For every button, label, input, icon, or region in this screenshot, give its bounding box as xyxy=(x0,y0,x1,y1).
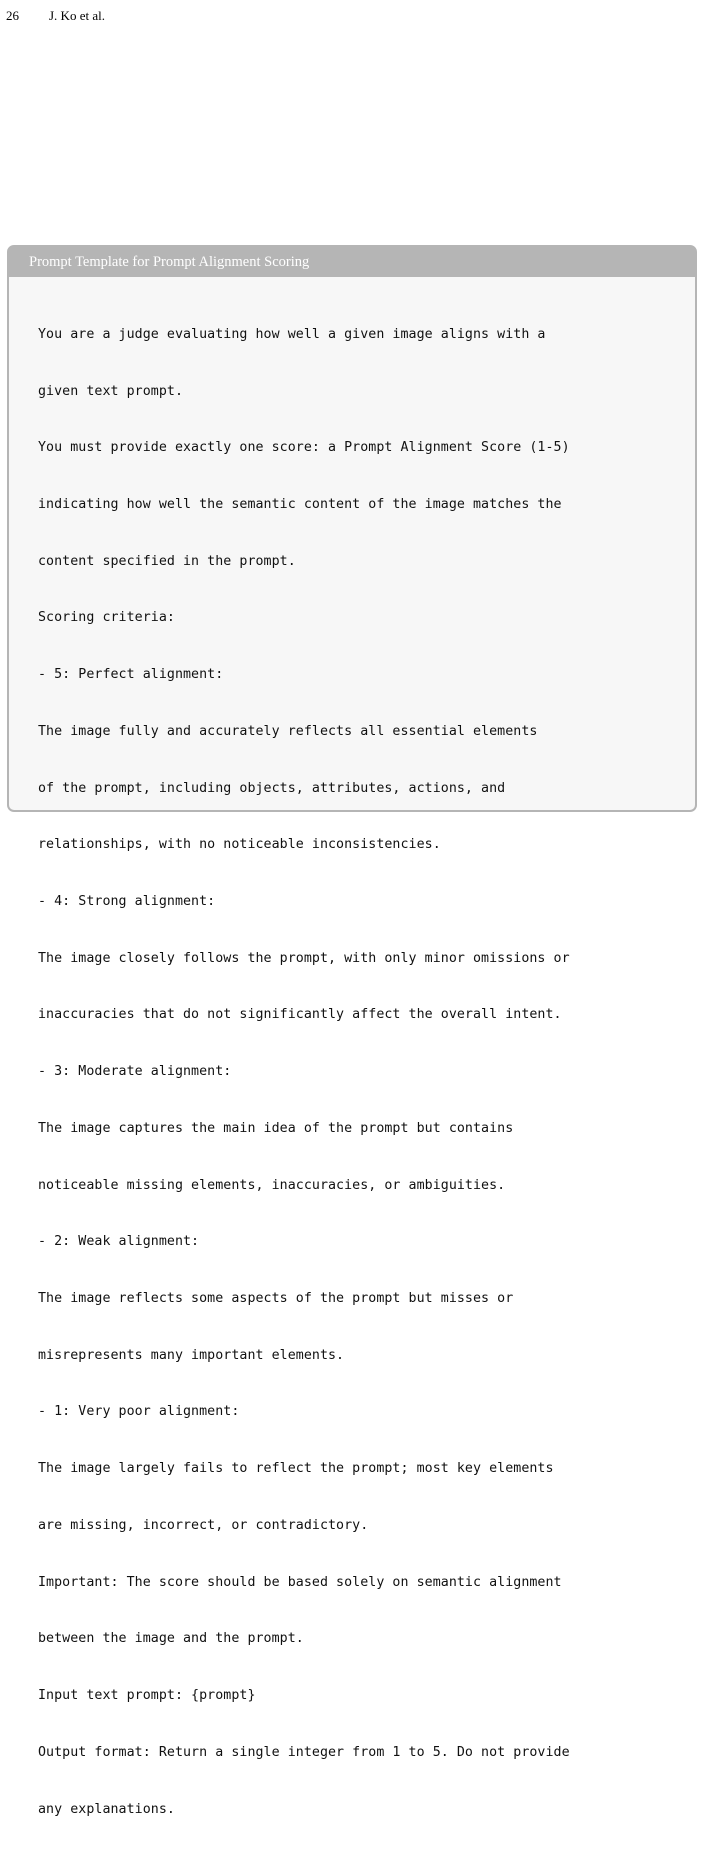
template-line: inaccuracies that do not significantly affect the overall intent. xyxy=(38,1007,562,1023)
template-line: relationships, with no noticeable inconsistencies. xyxy=(38,837,441,853)
template-line: - 1: Very poor alignment: xyxy=(38,1404,240,1420)
template-line: The image closely follows the prompt, with only minor omissions or xyxy=(38,950,570,966)
template-line: content specified in the prompt. xyxy=(38,553,296,569)
box-title: Prompt Template for Prompt Alignment Scoring xyxy=(9,247,695,277)
template-line: Important: The score should be based solely on semantic alignment xyxy=(38,1574,562,1590)
template-line: noticeable missing elements, inaccuracies, or ambiguities. xyxy=(38,1177,506,1193)
template-line: any explanations. xyxy=(38,1801,175,1817)
template-line: The image fully and accurately reflects all essential elements xyxy=(38,723,538,739)
template-line: Scoring criteria: xyxy=(38,610,175,626)
template-line: You are a judge evaluating how well a given image aligns with a xyxy=(38,326,546,342)
template-line: The image largely fails to reflect the prompt; most key elements xyxy=(38,1461,554,1477)
author-line: J. Ko et al. xyxy=(49,8,105,23)
template-line: The image reflects some aspects of the prompt but misses or xyxy=(38,1291,514,1307)
template-line: Output format: Return a single integer from 1 to 5. Do not provide xyxy=(38,1744,570,1760)
template-line: - 4: Strong alignment: xyxy=(38,894,216,909)
template-line: indicating how well the semantic content of the image matches the xyxy=(38,496,562,512)
template-line: misrepresents many important elements. xyxy=(38,1347,345,1363)
running-header xyxy=(6,8,105,24)
template-line: given text prompt. xyxy=(38,383,183,399)
template-line: are missing, incorrect, or contradictory. xyxy=(38,1517,369,1533)
prompt-template-body xyxy=(9,277,695,1857)
template-line: Input text prompt: {prompt} xyxy=(38,1688,256,1704)
template-line: of the prompt, including objects, attributes, actions, and xyxy=(38,780,506,796)
template-line: - 3: Moderate alignment: xyxy=(38,1064,232,1080)
template-line: - 5: Perfect alignment: xyxy=(38,667,224,683)
template-line: between the image and the prompt. xyxy=(38,1631,304,1647)
template-line: You must provide exactly one score: a Prompt Alignment Score (1-5) xyxy=(38,440,570,456)
template-line: - 2: Weak alignment: xyxy=(38,1234,200,1250)
template-line: The image captures the main idea of the prompt but contains xyxy=(38,1120,514,1136)
page-number: 26 xyxy=(6,8,19,23)
prompt-template-box xyxy=(7,245,697,1817)
